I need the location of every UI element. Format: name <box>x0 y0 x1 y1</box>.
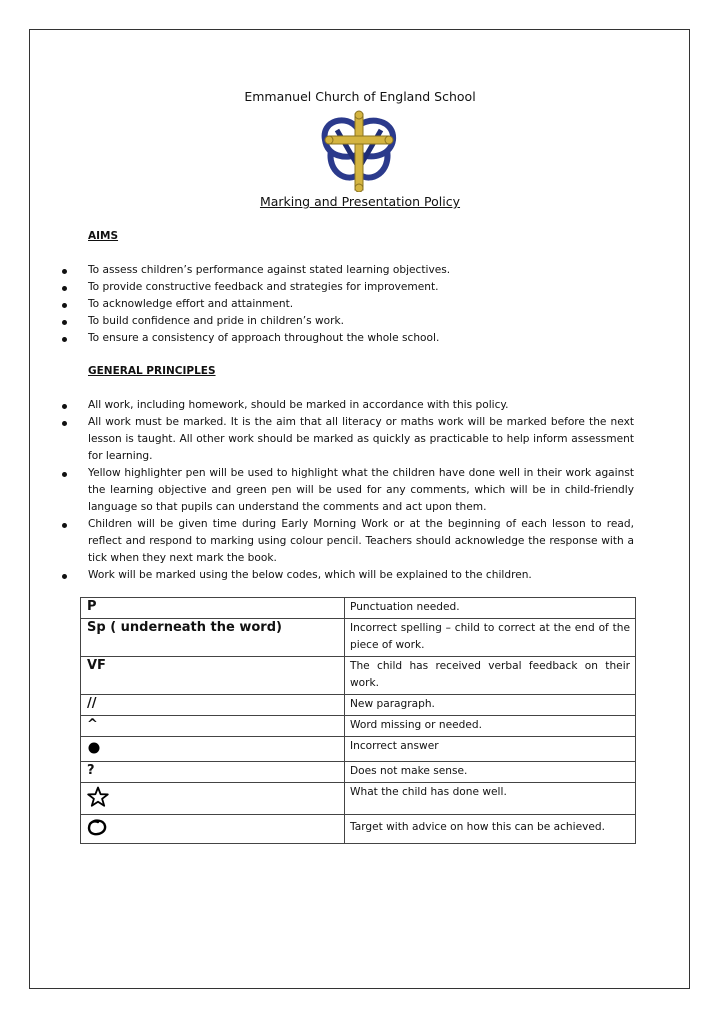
code-cell: ^ <box>81 716 345 737</box>
bullet-icon <box>62 269 67 274</box>
code-cell <box>81 783 345 815</box>
code-cell <box>81 737 345 762</box>
list-item: Children will be given time during Early Morning Work or at the beginning of each lesson to read, reflect and respond to marking using colour pencil. Teachers should acknowledge the response with a tick when they next mark the book. <box>62 516 634 567</box>
meaning-cell: Incorrect spelling – child to correct at the end of the piece of work. <box>345 619 636 657</box>
meaning-cell: New paragraph. <box>345 695 636 716</box>
table-row <box>81 657 636 695</box>
table-row <box>81 598 636 619</box>
bullet-icon <box>62 337 67 342</box>
meaning-cell: Punctuation needed. <box>345 598 636 619</box>
bullet-icon <box>62 320 67 325</box>
list-item: To provide constructive feedback and strategies for improvement. <box>62 279 634 296</box>
code-cell: Sp ( underneath the word) <box>81 619 345 657</box>
bullet-icon <box>62 523 67 528</box>
star-outline-icon <box>87 786 109 808</box>
meaning-cell: Word missing or needed. <box>345 716 636 737</box>
list-item: To acknowledge effort and attainment. <box>62 296 634 313</box>
meaning-cell: What the child has done well. <box>345 783 636 815</box>
school-name: Emmanuel Church of England School <box>244 89 476 104</box>
bullet-icon <box>62 303 67 308</box>
code-cell: VF <box>81 657 345 695</box>
code-cell: // <box>81 695 345 716</box>
list-item: Yellow highlighter pen will be used to highlight what the children have done well in their work against the learning objective and green pen will be used for any comments, which will be in child-friendly language so that pupils can understand the comments and act upon them. <box>62 465 634 516</box>
general-principles-heading: GENERAL PRINCIPLES <box>88 365 216 377</box>
school-crest-logo <box>317 110 401 192</box>
list-item: All work must be marked. It is the aim that all literacy or maths work will be marked before the next lesson is taught. All other work should be marked as quickly as practicable to help inform assessment for learning. <box>62 414 634 465</box>
meaning-cell: Does not make sense. <box>345 762 636 783</box>
meaning-cell: Incorrect answer <box>345 737 636 762</box>
list-item: To assess children’s performance against stated learning objectives. <box>62 262 634 279</box>
table-row <box>81 737 636 762</box>
code-cell: P <box>81 598 345 619</box>
code-cell <box>81 815 345 844</box>
bullet-icon <box>62 574 67 579</box>
bullet-icon <box>62 286 67 291</box>
meaning-cell: Target with advice on how this can be achieved. <box>345 815 636 844</box>
table-row <box>81 762 636 783</box>
aims-heading: AIMS <box>88 230 119 242</box>
meaning-cell: The child has received verbal feedback on their work. <box>345 657 636 695</box>
table-row <box>81 716 636 737</box>
table-row <box>81 619 636 657</box>
code-cell: ? <box>81 762 345 783</box>
list-item: To build confidence and pride in children’s work. <box>62 313 634 330</box>
hand-drawn-circle-icon <box>87 819 107 837</box>
marking-codes-table <box>80 597 636 844</box>
filled-circle-icon <box>87 741 101 755</box>
policy-title: Marking and Presentation Policy <box>259 194 461 209</box>
table-row <box>81 815 636 844</box>
table-row <box>81 695 636 716</box>
bullet-icon <box>62 421 67 426</box>
bullet-icon <box>62 472 67 477</box>
table-row <box>81 783 636 815</box>
bullet-icon <box>62 404 67 409</box>
list-item: Work will be marked using the below codes, which will be explained to the children. <box>62 567 634 584</box>
principles-list <box>62 397 634 584</box>
list-item: To ensure a consistency of approach throughout the whole school. <box>62 330 634 347</box>
list-item: All work, including homework, should be marked in accordance with this policy. <box>62 397 634 414</box>
aims-list <box>62 262 634 347</box>
